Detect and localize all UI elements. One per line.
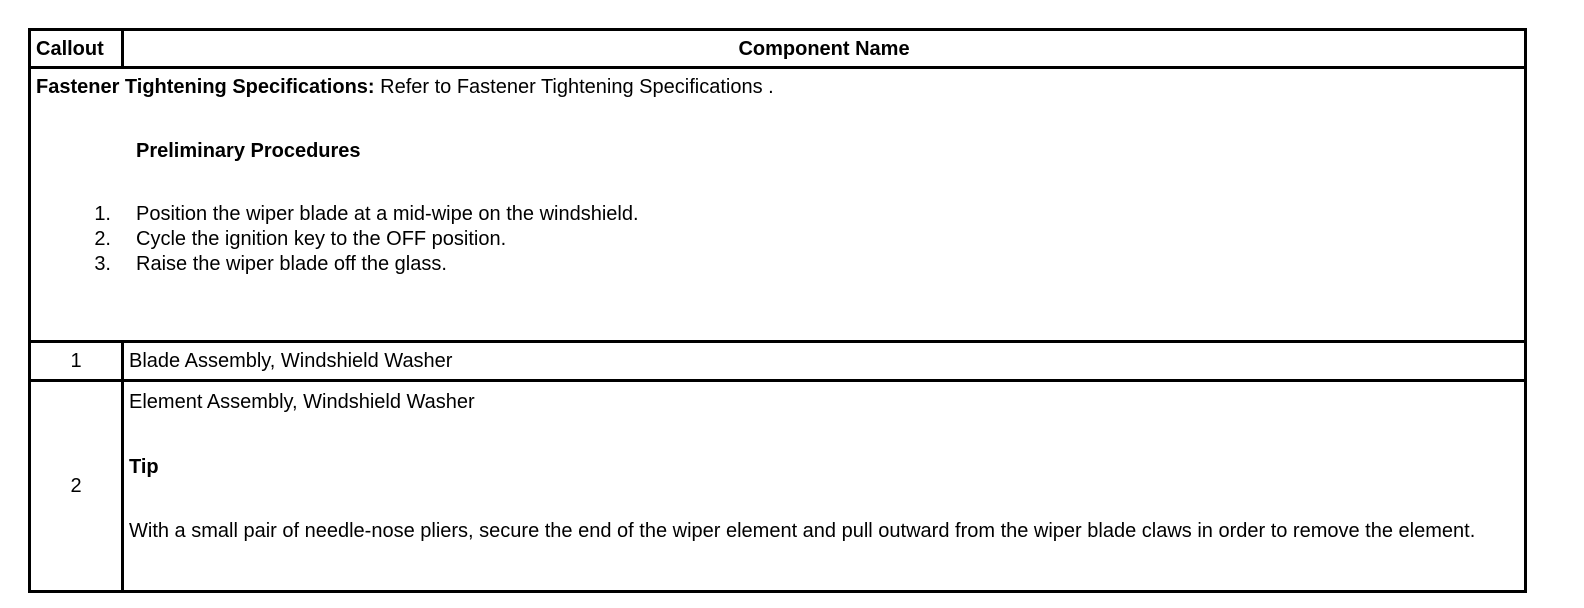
step-number: 1.: [94, 203, 111, 225]
table-row: [30, 342, 1526, 381]
tip-title: Tip: [129, 456, 159, 478]
table-header-row: [30, 30, 1526, 68]
fastener-spec-label: Fastener Tightening Specifications:: [36, 76, 375, 98]
procedure-step: [36, 252, 1524, 277]
step-text: Raise the wiper blade off the glass.: [136, 253, 447, 275]
component-cell: [123, 381, 1526, 592]
component-name: Blade Assembly, Windshield Washer: [123, 342, 1526, 381]
component-name: Element Assembly, Windshield Washer: [129, 391, 475, 413]
fastener-spec-text: Refer to Fastener Tightening Specifications .: [374, 76, 774, 98]
step-text: Cycle the ignition key to the OFF position.: [136, 228, 507, 250]
procedure-step: [36, 202, 1524, 227]
step-number: 2.: [94, 228, 111, 250]
callout-header: Callout: [30, 30, 123, 68]
table-row: [30, 381, 1526, 592]
fastener-spec-line: [36, 75, 1524, 99]
specifications-row: [30, 68, 1526, 342]
procedure-step: [36, 227, 1524, 252]
callout-number: 2: [30, 381, 123, 592]
callout-number: 1: [30, 342, 123, 381]
step-text: Position the wiper blade at a mid-wipe on the windshield.: [136, 203, 639, 225]
preliminary-procedures-title: Preliminary Procedures: [136, 140, 361, 162]
component-name-header: Component Name: [123, 30, 1526, 68]
procedure-steps: [36, 202, 1524, 277]
tip-text: With a small pair of needle-nose pliers, secure the end of the wiper element and pull outward from the wiper blade claws in order to remove the element.: [129, 520, 1476, 542]
specifications-cell: [30, 68, 1526, 342]
component-table: [28, 28, 1527, 593]
step-number: 3.: [94, 253, 111, 275]
